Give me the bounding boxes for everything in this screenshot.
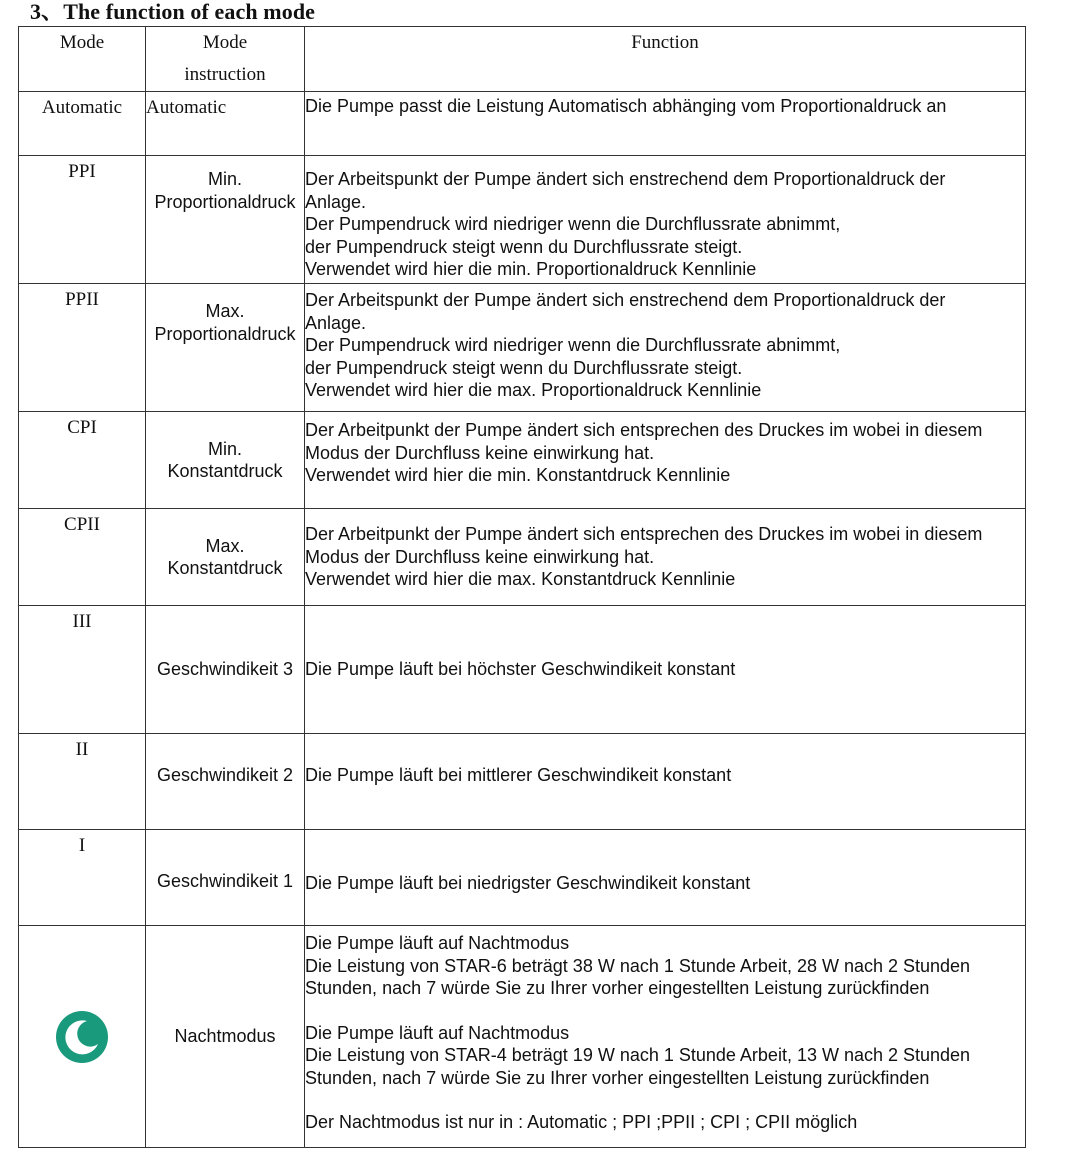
moon-icon-wrap — [19, 1010, 145, 1064]
header-instruction-line1: Mode — [202, 32, 248, 53]
table-row-cpii — [19, 509, 1026, 606]
function-line: Der Arbeitspunkt der Pumpe ändert sich enstrechend dem Proportionaldruck der — [305, 169, 946, 189]
instruction-ppi — [146, 156, 305, 284]
table-row-ppi — [19, 156, 1026, 284]
function-speed-2 — [305, 734, 1026, 830]
instruction-ppii — [146, 284, 305, 412]
function-ppi — [305, 156, 1026, 284]
function-automatic — [305, 92, 1026, 156]
spacer — [305, 1000, 1025, 1022]
table-row-speed-3 — [19, 606, 1026, 734]
instruction-line: Proportionaldruck — [154, 191, 296, 212]
spacer — [305, 1089, 1025, 1111]
function-line: Verwendet wird hier die max. Proportionaldruck Kennlinie — [305, 380, 762, 400]
mode-function-table — [18, 26, 1026, 1148]
mode-cpii: CPII — [19, 509, 146, 606]
table-row-speed-2 — [19, 734, 1026, 830]
instruction-night: Nachtmodus — [146, 926, 305, 1148]
function-speed-3 — [305, 606, 1026, 734]
function-line: Der Arbeitpunkt der Pumpe ändert sich entsprechen des Druckes im wobei in diesem — [305, 524, 983, 545]
night-mode-note: Der Nachtmodus ist nur in : Automatic ; PPI ;PPII ; CPI ; CPII möglich — [305, 1112, 858, 1132]
mode-night — [19, 926, 146, 1148]
function-line: Der Pumpendruck wird niedriger wenn die Durchflussrate abnimmt, — [305, 214, 841, 234]
function-line: Die Leistung von STAR-6 beträgt 38 W nach 1 Stunde Arbeit, 28 W nach 2 Stunden — [305, 955, 971, 976]
function-line: Die Leistung von STAR-4 beträgt 19 W nach 1 Stunde Arbeit, 13 W nach 2 Stunden — [305, 1045, 971, 1065]
header-instruction-line2: instruction — [184, 64, 266, 85]
function-line: Verwendet wird hier die min. Proportionaldruck Kennlinie — [305, 259, 757, 279]
function-speed-1 — [305, 830, 1026, 926]
function-line: Der Arbeitspunkt der Pumpe ändert sich enstrechend dem Proportionaldruck der — [305, 290, 946, 310]
function-line: Verwendet wird hier die min. Konstantdruck Kennlinie — [305, 465, 731, 485]
instruction-speed-3: Geschwindikeit 3 — [146, 606, 305, 734]
instruction-line: Max. — [205, 301, 245, 321]
instruction-line: Max. — [205, 535, 245, 556]
header-function: Function — [305, 27, 1026, 92]
instruction-automatic: Automatic — [146, 92, 305, 156]
function-line: Die Pumpe läuft bei höchster Geschwindikeit konstant — [305, 659, 736, 680]
function-line: der Pumpendruck steigt wenn du Durchflussrate steigt. — [305, 236, 743, 257]
function-line: Modus der Durchfluss keine einwirkung hat. — [305, 442, 655, 463]
function-line: der Pumpendruck steigt wenn du Durchflussrate steigt. — [305, 357, 743, 378]
mode-cpi: CPI — [19, 412, 146, 509]
instruction-cpi — [146, 412, 305, 509]
mode-speed-2: II — [19, 734, 146, 830]
function-night — [305, 926, 1026, 1148]
function-line: Verwendet wird hier die max. Konstantdruck Kennlinie — [305, 569, 736, 590]
function-line: Anlage. — [305, 191, 367, 212]
table-row-cpi — [19, 412, 1026, 509]
function-line: Der Pumpendruck wird niedriger wenn die Durchflussrate abnimmt, — [305, 335, 841, 355]
function-line: Der Arbeitpunkt der Pumpe ändert sich entsprechen des Druckes im wobei in diesem — [305, 420, 983, 440]
function-line: Die Pumpe passt die Leistung Automatisch abhänging vom Proportionaldruck an — [305, 96, 947, 116]
moon-icon — [55, 1010, 109, 1064]
table-row-ppii — [19, 284, 1026, 412]
instruction-cpii — [146, 509, 305, 606]
instruction-speed-2: Geschwindikeit 2 — [146, 734, 305, 830]
section-heading: 3、The function of each mode — [30, 0, 316, 24]
instruction-line: Konstantdruck — [167, 558, 283, 578]
table-row-night-mode — [19, 926, 1026, 1148]
instruction-line: Min. — [207, 438, 242, 459]
instruction-line: Proportionaldruck — [154, 323, 296, 344]
function-line: Die Pumpe läuft bei niedrigster Geschwindikeit konstant — [305, 873, 751, 893]
table-row-speed-1 — [19, 830, 1026, 926]
table-header-row — [19, 27, 1026, 92]
function-line: Anlage. — [305, 312, 367, 333]
instruction-speed-1: Geschwindikeit 1 — [146, 830, 305, 926]
instruction-line: Konstantdruck — [167, 461, 283, 481]
header-mode-instruction — [146, 27, 305, 92]
function-line: Die Pumpe läuft auf Nachtmodus — [305, 933, 570, 953]
function-cpi — [305, 412, 1026, 509]
function-line: Die Pumpe läuft bei mittlerer Geschwindikeit konstant — [305, 765, 732, 785]
mode-automatic: Automatic — [19, 92, 146, 156]
function-cpii — [305, 509, 1026, 606]
instruction-line: Min. — [207, 169, 242, 189]
mode-ppi: PPI — [19, 156, 146, 284]
function-line: Stunden, nach 7 würde Sie zu Ihrer vorher eingestellten Leistung zurückfinden — [305, 978, 930, 998]
function-ppii — [305, 284, 1026, 412]
header-mode: Mode — [19, 27, 146, 92]
function-line: Modus der Durchfluss keine einwirkung hat. — [305, 546, 655, 567]
table-row-automatic — [19, 92, 1026, 156]
mode-speed-3: III — [19, 606, 146, 734]
function-line: Die Pumpe läuft auf Nachtmodus — [305, 1022, 570, 1043]
mode-ppii: PPII — [19, 284, 146, 412]
mode-speed-1: I — [19, 830, 146, 926]
function-line: Stunden, nach 7 würde Sie zu Ihrer vorher eingestellten Leistung zurückfinden — [305, 1067, 930, 1088]
